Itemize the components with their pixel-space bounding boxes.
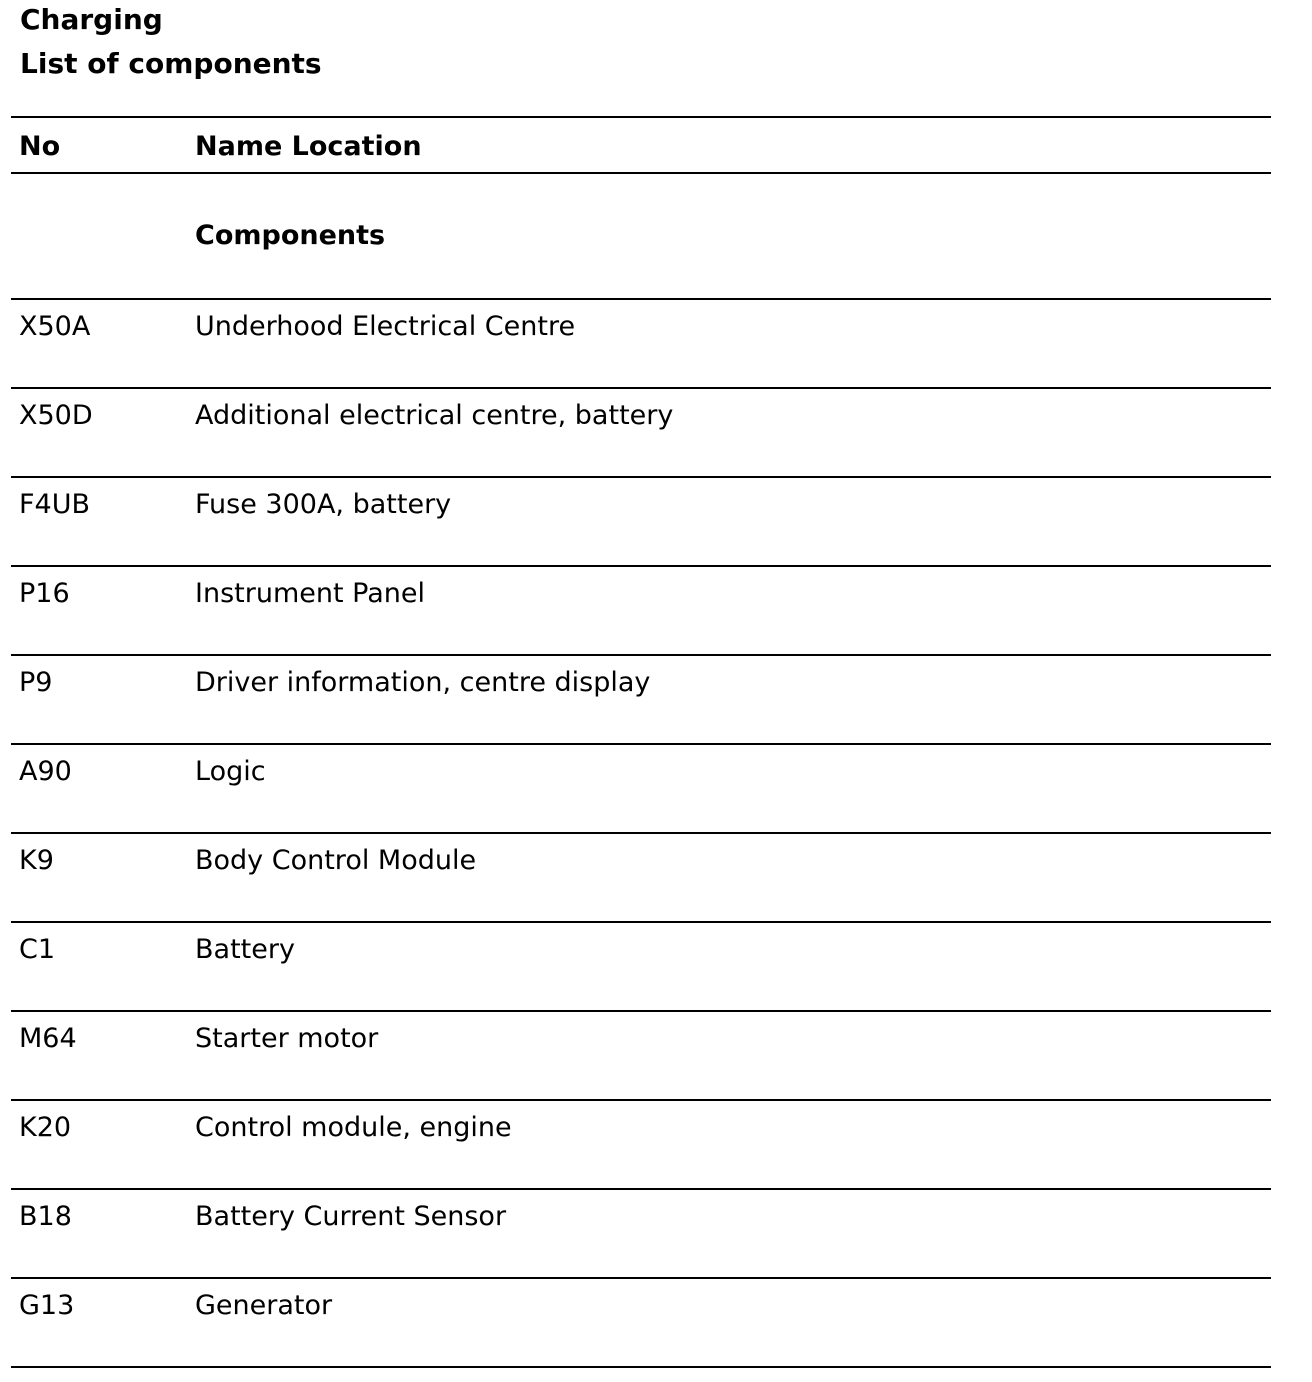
row-rule xyxy=(11,1366,1271,1368)
table-header-row xyxy=(11,118,1271,172)
component-number: A90 xyxy=(19,756,72,787)
component-number: K20 xyxy=(19,1112,72,1143)
component-name: Battery xyxy=(195,934,295,965)
component-name: Starter motor xyxy=(195,1023,379,1054)
header-name-location: Name Location xyxy=(195,131,422,162)
table-row xyxy=(11,923,1271,1010)
component-name: Generator xyxy=(195,1290,333,1321)
component-name: Battery Current Sensor xyxy=(195,1201,507,1232)
component-name: Body Control Module xyxy=(195,845,477,876)
component-number: P9 xyxy=(19,667,53,698)
component-name: Additional electrical centre, battery xyxy=(195,400,674,431)
component-number: K9 xyxy=(19,845,54,876)
section-label: Components xyxy=(195,220,386,251)
table-row xyxy=(11,389,1271,476)
component-number: M64 xyxy=(19,1023,77,1054)
component-name: Fuse 300A, battery xyxy=(195,489,452,520)
component-name: Driver information, centre display xyxy=(195,667,651,698)
components-table xyxy=(11,116,1271,1368)
table-row xyxy=(11,834,1271,921)
table-row xyxy=(11,745,1271,832)
table-row xyxy=(11,300,1271,387)
table-row xyxy=(11,567,1271,654)
component-number: G13 xyxy=(19,1290,75,1321)
component-name: Logic xyxy=(195,756,266,787)
table-row xyxy=(11,1279,1271,1366)
component-name: Underhood Electrical Centre xyxy=(195,311,576,342)
table-row xyxy=(11,478,1271,565)
component-number: C1 xyxy=(19,934,56,965)
page-subtitle: List of components xyxy=(20,47,322,80)
table-row xyxy=(11,1190,1271,1277)
component-number: B18 xyxy=(19,1201,72,1232)
table-row xyxy=(11,1012,1271,1099)
header-no: No xyxy=(19,131,61,162)
component-number: X50D xyxy=(19,400,93,431)
component-name: Control module, engine xyxy=(195,1112,512,1143)
component-name: Instrument Panel xyxy=(195,578,425,609)
table-row xyxy=(11,1101,1271,1188)
page-title: Charging xyxy=(20,3,163,36)
component-number: X50A xyxy=(19,311,91,342)
component-number: P16 xyxy=(19,578,70,609)
table-row xyxy=(11,656,1271,743)
table-body xyxy=(11,300,1271,1368)
section-row xyxy=(11,174,1271,298)
component-number: F4UB xyxy=(19,489,90,520)
